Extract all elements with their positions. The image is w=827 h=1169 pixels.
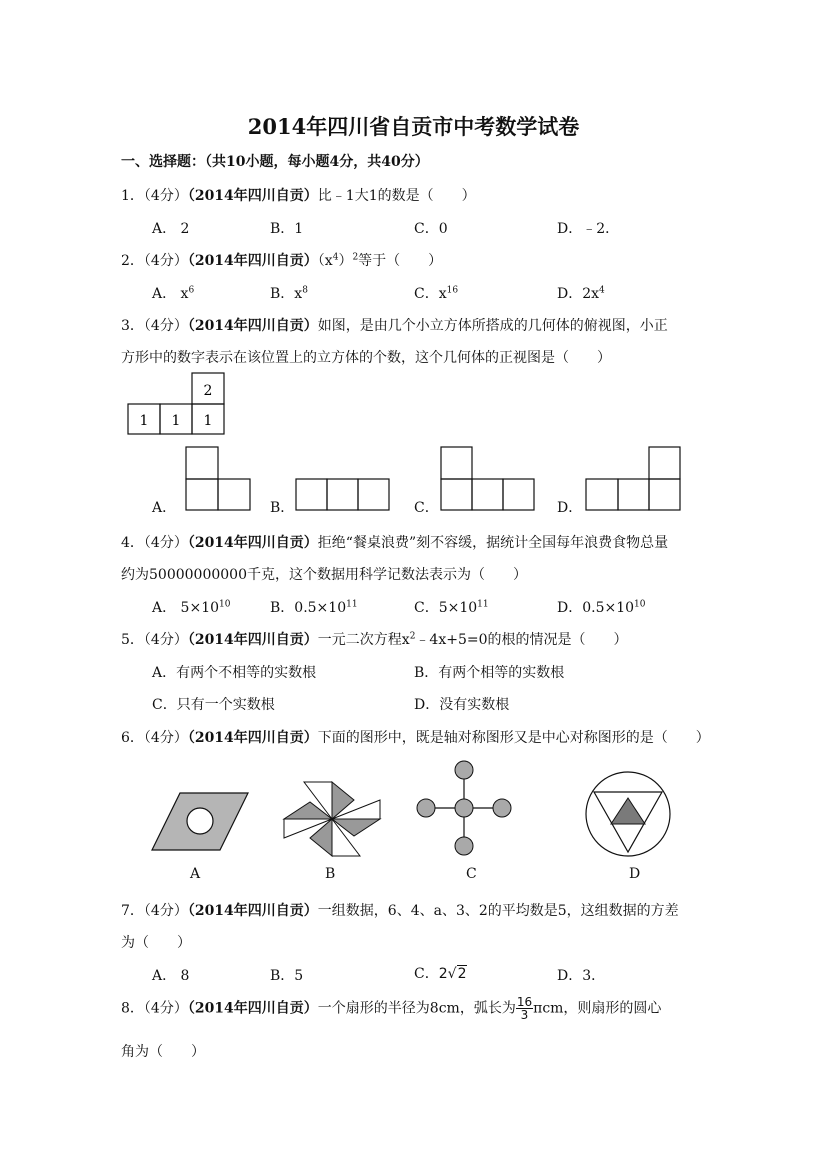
- q1-option-d: D．﹣2．: [557, 221, 620, 237]
- q6-figure-a-parallelogram: [150, 790, 250, 854]
- q4-option-b: B．$0.5\times 10^{11}$: [270, 599, 358, 616]
- q6-figure-b-pinwheel: [282, 780, 382, 858]
- q6-figure-d-triangles: [584, 770, 684, 860]
- question-4-line2: 约为50000000000千克，这个数据用科学记数法表示为（ ）: [121, 567, 527, 583]
- question-4: 4．（4分）（2014年四川自贡）拒绝“餐桌浪费”刻不容缓，据统计全国每年浪费食物总量: [121, 535, 669, 551]
- q4-option-a: A． $5\times 10^{10}$: [152, 599, 231, 616]
- question-1: 1．（4分）（2014年四川自贡）比﹣1大1的数是（ ）: [121, 188, 476, 204]
- question-8-line2: 角为（ ）: [121, 1044, 205, 1060]
- q6-label-b: B: [325, 866, 336, 882]
- question-8: 8．（4分）（2014年四川自贡）一个扇形的半径为8cm，弧长为 $\frac{16}{3}$ πcm，则扇形的圆心: [121, 995, 662, 1022]
- question-3-line2: 方形中的数字表示在该位置上的立方体的个数，这个几何体的正视图是（ ）: [121, 350, 611, 366]
- q4-option-c: C．$5\times 10^{11}$: [414, 599, 489, 616]
- q4-option-d: D．$0.5\times 10^{10}$: [557, 599, 646, 616]
- grid-cell-left: 1: [139, 413, 149, 429]
- q7-option-c: C．2√2: [414, 966, 467, 982]
- q6-label-a: A: [190, 866, 201, 882]
- grid-cell-middle: 1: [171, 413, 181, 429]
- q3-option-d-figure: [585, 446, 685, 512]
- q3-top-view-grid: [127, 372, 227, 436]
- grid-cell-top: 2: [203, 383, 213, 399]
- q5-option-b: B．有两个相等的实数根: [414, 665, 565, 681]
- page-title: 2014年四川省自贡市中考数学试卷: [247, 114, 580, 139]
- q5-option-a: A．有两个不相等的实数根: [152, 665, 317, 681]
- q1-option-a: A． 2: [152, 221, 190, 237]
- q3-option-b-label: B．: [270, 500, 295, 516]
- q3-option-a-figure: [185, 446, 255, 512]
- q2-option-d: D．$2x^4$: [557, 285, 605, 302]
- q1-option-b: B．1: [270, 221, 304, 237]
- grid-cell-right: 1: [203, 413, 213, 429]
- q3-option-a-label: A．: [152, 500, 177, 516]
- q3-option-c-label: C．: [414, 500, 439, 516]
- q7-option-b: B．5: [270, 968, 304, 984]
- q5-option-c: C．只有一个实数根: [152, 697, 275, 713]
- q6-figure-c-circles: [414, 758, 514, 858]
- question-7-line2: 为（ ）: [121, 935, 191, 951]
- q5-option-d: D．没有实数根: [414, 697, 510, 713]
- question-6: 6．（4分）（2014年四川自贡）下面的图形中，既是轴对称图形又是中心对称图形的是（ ）: [121, 730, 710, 746]
- q6-label-d: D: [629, 866, 641, 882]
- question-2: 2．（4分）（2014年四川自贡）$(x^4)^2$等于（ ）: [121, 252, 443, 269]
- question-3: 3．（4分）（2014年四川自贡）如图，是由几个小立方体所搭成的几何体的俯视图，小正: [121, 318, 668, 334]
- q2-option-a: A． $x^6$: [152, 285, 195, 302]
- question-7: 7．（4分）（2014年四川自贡）一组数据，6、4、a、3、2的平均数是5，这组数据的方差: [121, 903, 679, 919]
- q2-option-c: C．$x^{16}$: [414, 285, 459, 302]
- question-5: 5．（4分）（2014年四川自贡）一元二次方程$x^2﹣4x+5=0$的根的情况是（ ）: [121, 631, 628, 648]
- q3-option-c-figure: [440, 446, 540, 512]
- q7-option-d: D．3．: [557, 968, 606, 984]
- q2-option-b: B．$x^8$: [270, 285, 308, 302]
- q1-option-c: C．0: [414, 221, 448, 237]
- q6-label-c: C: [466, 866, 477, 882]
- section-heading: 一、选择题：（共10小题，每小题4分，共40分）: [121, 154, 429, 170]
- q3-option-d-label: D．: [557, 500, 583, 516]
- arc-length-fraction: $\frac{16}{3}$: [516, 995, 533, 1022]
- q3-option-b-figure: [295, 478, 395, 512]
- q7-option-a: A． 8: [152, 968, 190, 984]
